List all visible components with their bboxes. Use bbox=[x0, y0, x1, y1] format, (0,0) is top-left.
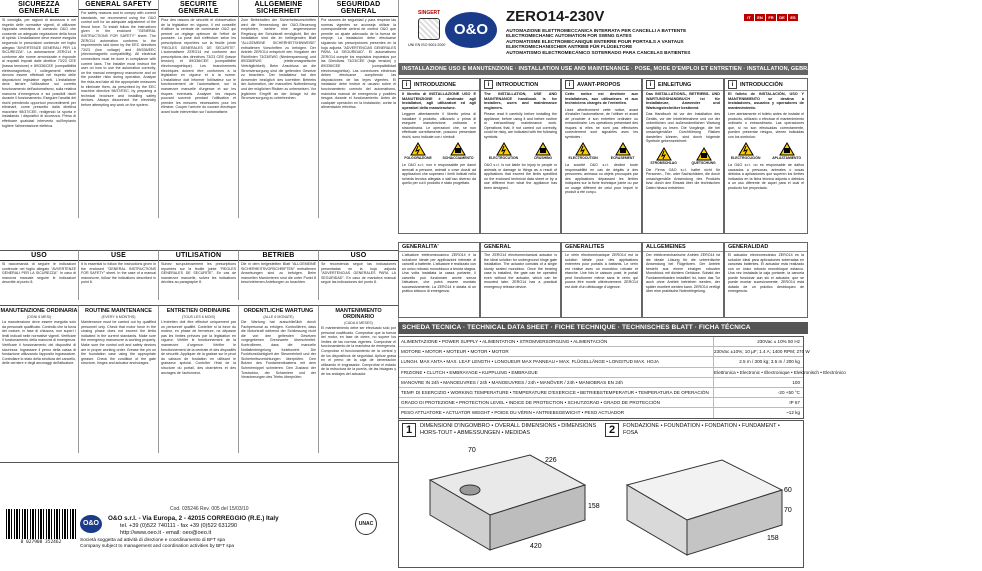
unac-badge: UNAC bbox=[355, 513, 377, 535]
tech-value: -20 +50 °C bbox=[713, 388, 803, 397]
crush-warning bbox=[692, 147, 716, 165]
maint-en-sub: (EVERY 6 MONTHS) bbox=[101, 315, 136, 319]
intro-en-title: INTRODUCTION bbox=[496, 81, 539, 88]
table-row bbox=[399, 388, 803, 398]
safety-it bbox=[0, 0, 79, 218]
tech-table bbox=[398, 336, 846, 419]
intro-it-header bbox=[399, 79, 479, 91]
figure-1-number: 1 bbox=[402, 423, 416, 437]
intro-de-lead: Das INSTALLATIONS-, BETRIEBS- UND WARTUNGSHANDBUCH ist für Installateure, Anwender und Wartungstechniker bestimmt. bbox=[646, 92, 720, 110]
safety-de-text: Zum Beibehalten der Sicherheitsvorschriften wird die Verwendung der O&O-Steuerung empfohlen, welche eine angemessene Regelung der Schubkraft ermöglicht. Bei der Installation sind die im beiliegenden Blatt "ALLGEMEINE SICHERHEITSHINWEISE" enthaltenen Vorschriften zu befolgen. Der Antrieb ZERO14 entspricht den Vorgaben der Richtlinien 73/23/EWG (Niederspannung) und 89/336/EWG (elektromagnetische Verträglichkeit). Beim Anschluss an die Stromversorgung sind die geltenden Gesetze zu beachten. Der Installateur hat den Anwender bezüglich des korrekten Betriebs der Automation, der manuellen Notbedienung und der möglichen Risiken zu unterweisen. Vor jeglichem Eingriff an der Anlage ist die Stromversorgung zu unterbrechen. bbox=[241, 18, 316, 101]
maint-en bbox=[79, 305, 159, 453]
electrocution-warning bbox=[489, 142, 518, 160]
general-it bbox=[398, 242, 480, 318]
barcode bbox=[6, 509, 76, 539]
use-en-text: It is essential to follow the instructions given in the enclosed "GENERAL INSTRUCTIONS FOR SAFETY" sheet. In the case of a manual manoeuvre, follow the indications described in point 8. bbox=[81, 262, 156, 285]
electrocution-label: FOLGORAZIONE bbox=[404, 156, 432, 160]
safety-en-title: GENERAL SAFETY bbox=[79, 0, 158, 10]
electrocution-warning bbox=[731, 142, 761, 160]
general-fr-header bbox=[562, 243, 641, 252]
lang-tab-es: ES bbox=[788, 14, 798, 21]
figure-2-title: FONDAZIONE • FOUNDATION • FONDATION • FUNDAMENT • FOSA bbox=[623, 423, 780, 436]
subtitle-it: AUTOMAZIONE ELETTROMECCANICA INTERRATA PER CANCELLI A BATTENTE bbox=[506, 28, 687, 33]
general-de-text: Der elektromechanische Antrieb ZERO14 ist die ideale Lösung für die unterirdische Anwendung bei Flügeltoren. Der Antrieb besteht aus einem einzigen robusten Monoblock mit dichtem Gehäuse. Sobald der Fundamentkasten installiert ist, kann das Tor auch ohne Antrieb betrieben werden, der später montiert werden kann. ZERO14 verfügt über eine praktische Notentriegelung. bbox=[646, 253, 720, 293]
electrocution-label: STROMSCHLAG bbox=[650, 160, 677, 165]
maint-fr-sub: (TOUS LES 6 MOIS) bbox=[181, 315, 216, 319]
use-es bbox=[319, 250, 399, 300]
safety-de bbox=[239, 0, 319, 218]
intro-fr-foot: La société O&O s.r.l. décline toute responsabilité en cas de dégâts à des personnes, animaux ou objets provoqués par des applications dépassant les limites indiquées sur la fiche technique jointe ou par un usage différent de celui pour lequel le produit a été conçu. bbox=[565, 163, 638, 194]
use-en bbox=[79, 250, 159, 300]
lang-tab-fr: FR bbox=[766, 14, 776, 21]
intro-fr-text: Lisez attentivement cette notice, avant d'installer l'automatisme, de l'utiliser et avant de procéder à son entretien ordinaire ou extraordinaire. Les opérations présentant des risques si elles ne sont pas effectuées correctement sont signalées avec les symboles : bbox=[565, 107, 638, 139]
tech-key: TEMP. DI ESERCIZIO • WORKING TEMPERATURE • TEMPERATURE D'EXERCICE • BETRIEBSTEMPERATUR • TEMPERATURA DE OPERACIÓN bbox=[401, 390, 709, 396]
safety-fr bbox=[159, 0, 239, 218]
safety-fr-text: Pour des raisons de sécurité et d'observation de la législation en vigueur, il est conseillé d'utiliser la centrale de commande O&O qui permet un réglage optimum de l'effort de poussée. La pose doit s'effectuer selon les prescriptions reportées sur la feuille jointe "REGLES GENERALES DE SECURITE". L'automatisme ZERO14 est conforme aux prescriptions des directives 73/23 CEE (basse tension) et 89/336/CEE (compatibilité électromagnétique). Les branchements électriques doivent être conformes à la législation en vigueur et à la norme. L'installateur doit informer l'utilisateur sur le fonctionnement de l'automatisme, sur la manœuvre manuelle d'urgence et sur les risques éventuels. Analyser les risques pouvant survenir pendant l'utilisation et prendre les mesures nécessaires pour les éliminer. Couper l'arrivée du courant électrique avant toute intervention sur l'automatisme. bbox=[161, 18, 236, 114]
dim-label: 226 bbox=[545, 457, 557, 464]
crush-label: QUETSCHUNG bbox=[691, 160, 716, 165]
use-it-title: USO bbox=[0, 251, 78, 261]
general-es-text: El actuador electromecánico ZERO14 es la solución ideal para aplicaciones soterradas en cancelas batientes. El actuador está realizado con un único robusto monobloque estanco. Una vez instalada la caja portante, la cancela puede funcionar aun sin el actuador, que se puede montar sucesivamente. ZERO14 está dotado de un práctico desbloqueo de emergencia. bbox=[728, 253, 804, 293]
intro-de-text: Das Handbuch ist vor der Installation des Geräts, vor der Inbetriebnahme und vor der ordentlichen und außerordentlichen Wartung sorgfältig zu lesen. Die Vorgänge, die bei unsachgemäßer Durchführung Risiken darstellen können, sind durch folgende Symbole gekennzeichnet: bbox=[646, 112, 720, 143]
maint-es bbox=[319, 305, 399, 453]
table-row bbox=[399, 368, 846, 378]
intro-es-text: Leer atentamente el folleto antes de instalar el producto, utilizarlo o efectuar el mantenimiento ordinario o extraordinario. Las operaciones que, si no son efectuadas correctamente, pueden presentar riesgos, vienen indicadas con los símbolos: bbox=[728, 112, 804, 139]
install-bar: INSTALLAZIONE USO E MANUTENZIONE · INSTALLATION USE AND MAINTENANCE · POSE, MODE D'EMPLOI ET ENTRETIEN · INSTALLATION, GEBRAUCH UND WARTUNG · INSTALACIÓN, USO Y MANTENIMIENTO bbox=[398, 63, 808, 75]
brand-label: SINGERT bbox=[418, 10, 441, 16]
table-row bbox=[399, 378, 803, 388]
use-de bbox=[239, 250, 319, 300]
figure-2-number: 2 bbox=[605, 423, 619, 437]
use-es-text: Se recomienda seguir las indicaciones presentadas en la hoja adjunta "ADVERTENCIAS GENERALES PARA LA SEGURIDAD". En caso de maniobra manual seguir las indicaciones del punto 8. bbox=[321, 262, 396, 285]
safety-it-title: SICUREZZA GENERALE bbox=[0, 0, 78, 17]
intro-de-title: EINLEITUNG bbox=[658, 81, 692, 88]
general-es-header bbox=[725, 243, 807, 252]
intro-it-foot: Le O&O s.r.l. non è responsabile per danni arrecati a persone, animali o cose dovuti ad applicazioni che superano i limiti indicati nella scheda tecnica allegata o dall'uso diverso da quello per cui il prodotto è stato progettato. bbox=[402, 163, 476, 185]
intro-en-text: Please read it carefully before installing the appliance, before using it and before routine or extraordinary maintenance work. Operations that, if not carried out correctly, could be risky, are indicated with the following symbols: bbox=[484, 112, 557, 139]
intro-fr-title: AVANT-PROPOS bbox=[577, 81, 621, 88]
crush-label: APLASTAMIENTO bbox=[772, 156, 802, 160]
product-title: ZERO14-230V bbox=[506, 8, 605, 25]
dim-label: 70 bbox=[468, 447, 476, 454]
intro-en-icons bbox=[481, 140, 560, 162]
intro-es-lead: El folleto de INSTALACIÓN, USO Y MANTENIMIENTO se destina a instaladores, usuarios y operadores de mantenimiento. bbox=[728, 92, 804, 110]
crush-label: ECRASEMENT bbox=[610, 156, 635, 160]
lang-tab-it: IT bbox=[744, 14, 754, 21]
intro-it-title: INTRODUZIONE bbox=[414, 81, 456, 88]
crush-icon bbox=[615, 142, 631, 156]
tech-key: ALIMENTAZIONE • POWER SUPPLY • ALIMENTATION • STROMVERSORGUNG • ALIMENTACIÓN bbox=[401, 339, 608, 344]
safety-es bbox=[319, 0, 399, 218]
maint-it-title: MANUTENZIONE ORDINARIA bbox=[0, 308, 78, 314]
crush-label: SCHIACCIAMENTO bbox=[442, 156, 474, 160]
barcode-digits: 8 027908 352462 bbox=[20, 540, 62, 545]
crush-icon bbox=[696, 147, 712, 161]
dim-label: 60 bbox=[784, 487, 792, 494]
intro-es bbox=[724, 78, 808, 234]
maint-fr-text: L'entretien doit être effectué uniquement par un personnel qualifié. Contrôler si la force du moteur, en phase de fermeture, ne dépasse pas les limites prévues par la législation en vigueur. Vérifier le fonctionnement de la manœuvre d'urgence. Vérifier le fonctionnement de la centrale et des dispositifs de sécurité. Appliquer de la graisse sur le pivot du caisson de fondation en utilisant le graisseur spécial. Contrôler l'état de la structure du portail, des charnières et des ancrages de l'actionneur. bbox=[161, 320, 236, 375]
tech-value: Elettronica • Electronic • Électronique • Elektronisch • Electrónico bbox=[713, 368, 803, 377]
maint-de-text: Die Wartung hat ausschließlich durch Fachpersonal zu erfolgen. Kontrollieren, dass die Motorkraft während der Schliessung nicht die von den geltenden Gesetzen vorgegebenen Grenzwerte überschreitet. Kontrollieren, dass die manuelle Notfallentriegelung funktioniert. Die Funktionstüchtigkeit der Steuereinheit und der Sicherheitsvorrichtungen überprüfen. Den Bolzen des Fundamentkastens mit dem Schmiernippel schmieren. Den Zustand der Torstruktur, der Scharniere und der Verankerungen des Triebs überprüfen. bbox=[241, 320, 316, 380]
crush-icon bbox=[535, 142, 551, 156]
tech-value: IP 67 bbox=[713, 398, 803, 407]
safety-de-title: ALLGEMEINE SICHERHEIT bbox=[239, 0, 318, 17]
figure-1-title: DIMENSIONI D'INGOMBRO • OVERALL DIMENSIONS • DIMENSIONS HORS-TOUT • ABMESSUNGEN • MEDIDAS bbox=[420, 423, 597, 436]
intro-es-title: INTRODUCCIÓN bbox=[740, 81, 783, 88]
electrocution-label: ELECTROCUTION bbox=[488, 156, 519, 160]
intro-de bbox=[642, 78, 724, 234]
electrocution-warning bbox=[404, 142, 431, 160]
use-es-title: USO bbox=[319, 251, 398, 261]
electrocution-icon bbox=[410, 142, 426, 156]
intro-de-header bbox=[643, 79, 723, 91]
crush-icon bbox=[450, 142, 466, 156]
safety-it-text: Si consiglia, per ragioni di sicurezza e nel rispetto delle normative vigenti, di utilizzare l'apposita centralina di comando O&O che consente un adeguato regolazione della forza di spinta. L'installazione deve essere eseguita seguendo le prescrizioni contenute nel foglio allegato "AVVERTENZE GENERALI PER LA SICUREZZA". La automazione ZERO14 è conforme alle norme armonizzate e risponde ai requisiti imposti dalle direttive 73/23 CEE (bassa tensione) e 89/336/CEE (compatibilità elettromagnetica). I collegamenti elettrici devono essere effettuati nel rispetto delle disposizioni legislative vigenti. L'installatore deve istruire l'utilizzatore sul corretto funzionamento dell'automatismo, sulla relativa manovra d'emergenza e sui possibili rischi durante il funzionamento. Eseguire l'analisi dei rischi prendendo opportuni provvedimenti per eliminarli, come prescritto dalla direttiva macchine 98/37/CEE, redigendo la sporta e installando i dispositivi di sicurezza. Prima di effettuare qualsiasi intervento sull'impianto togliere l'alimentazione elettrica. bbox=[2, 18, 77, 128]
use-it bbox=[0, 250, 79, 300]
subtitle-fr: AUTOMATISME ELECTROMECANIQUE ENTERRE POUR PORTAILS A VANTAUX bbox=[506, 38, 684, 44]
intro-de-icons bbox=[643, 145, 723, 167]
intro-it-icons bbox=[399, 140, 479, 162]
use-it-text: Si raccomanda di seguire le indicazioni contenute nel foglio allegato "AVVERTENZE GENERALI PER LA SICUREZZA". In caso di manovra manuale seguire le indicazioni descritte al punto 8. bbox=[2, 262, 76, 285]
subtitle-en: ELECTROMECHANIC AUTOMATION FOR SWING GATES bbox=[506, 33, 632, 39]
safety-es-text: Por razones de seguridad y para respetar las normas vigentes se aconseja utilizar la correspondiente central de control O&O que permite un ajuste adecuado de la fuerza de empuje. La instalación debe efectuarse siguiendo las prescripciones presentes en la hoja adjunta "ADVERTENCIAS GENERALES PARA LA SEGURIDAD". El automatismo ZERO14 cumple los requisitos impuestos por las Directivas 73/23/CEE (baja tensión) y 89/336/CEE (compatibilidad electromagnética). Las conexiones eléctricas deben efectuarse cumpliendo las disposiciones de las leyes vigentes. El instalador debe instruir al usuario sobre el funcionamiento correcto del automatismo, maniobra manual de emergencia y posibles riesgos durante el funcionamiento. Antes de cualquier operación en la instalación, cortar la alimentación eléctrica. bbox=[321, 18, 396, 110]
tech-value: 100 bbox=[713, 378, 803, 387]
tech-key: LUNGH. MAX ANTA • MAX. LEAF LENGTH • LONGUEUR MAX PANNEAU • MAX. FLÜGELLÄNGE • LONGITUD MAX. HOJA bbox=[401, 359, 659, 365]
tech-key: FRIZIONE • CLUTCH • EMBRAYAGE • KUPPLUNG • EMBRAGUE bbox=[401, 369, 538, 375]
safety-fr-title: SECURITE GENERALE bbox=[159, 0, 238, 17]
electrocution-warning bbox=[569, 142, 598, 160]
table-row bbox=[399, 357, 803, 367]
foundation-drawing bbox=[612, 440, 800, 565]
intro-fr-header bbox=[562, 79, 641, 91]
pivot bbox=[460, 485, 480, 495]
maint-it bbox=[0, 305, 79, 453]
crush-warning bbox=[611, 142, 635, 160]
use-fr bbox=[159, 250, 239, 300]
info-icon: i bbox=[484, 80, 493, 89]
general-it-text: L'attuatore elettromeccanico ZERO14 è la soluzione ideale per applicazioni interrate di cancelli a battente. L'attuatore è realizzato con un unico robusto monoblocco a tenuta stagna. Una volta installata la cassa portante, il cancello può funzionare anche senza l'attuatore, che potrà essere montato successivamente. La ZERO14 è dotata di un pratico sblocco di emergenza. bbox=[402, 253, 477, 293]
crush-icon bbox=[779, 142, 795, 156]
info-icon: i bbox=[565, 80, 574, 89]
footer-logo: O&O bbox=[80, 515, 102, 533]
intro-it-lead: Il libretto di INSTALLAZIONE USO E MANUTENZIONE è destinato agli installatori, agli utilizzatori ed agli operatori della manutenzione. bbox=[402, 92, 476, 110]
electrocution-icon bbox=[496, 142, 512, 156]
intro-de-foot: Die Firma O&O s.r.l. haftet nicht für Personen-, Tier- oder Sachschäden, die durch unsachgemäße Anwendung des Produkts bzw. durch den Einsatz über die technischen Daten hinaus entstehen. bbox=[646, 167, 720, 190]
electrocution-label: ELECTROCUCIÓN bbox=[730, 156, 761, 160]
intro-fr bbox=[561, 78, 642, 234]
electrocution-label: ELECTROCUTION bbox=[568, 156, 598, 160]
maint-es-title: MANTENIMIENTO ORDINARIO bbox=[335, 308, 382, 320]
tech-value: 2.5 m / 300 kg; 3.5 m / 200 kg bbox=[713, 357, 803, 366]
crush-warning bbox=[443, 142, 474, 160]
general-es bbox=[724, 242, 808, 318]
electrocution-icon bbox=[575, 142, 591, 156]
crush-warning bbox=[534, 142, 552, 160]
general-fr bbox=[561, 242, 642, 318]
header bbox=[400, 0, 808, 60]
intro-en-foot: O&O s.r.l. is not liable for injury to people or animals or damage to things as a result of applications that exceed the limits specified on the enclosed technical data sheet or by a use different from what the appliance has been designed. bbox=[484, 163, 557, 190]
maint-de-title: ORDENTLICHE WARTUNG bbox=[243, 308, 314, 314]
intro-en bbox=[480, 78, 561, 234]
tech-key: GRADO DI PROTEZIONE • PROTECTION LEVEL • INDICE DE PROTECTION • SCHUTZGRAD • GRADO DE PROTECCIÓN bbox=[401, 400, 660, 406]
intro-es-icons bbox=[725, 140, 807, 162]
maint-de bbox=[239, 305, 319, 453]
info-icon: i bbox=[728, 80, 737, 89]
maint-es-text: El mantenimiento debe ser efectuado sólo por personal cualificado. Comprobar que la fuerza del motor, en fase de cierre, no supere los límites de las normas vigentes. Comprobar el funcionamiento de la maniobra de emergencia. Comprobar el funcionamiento de la central y de los dispositivos de seguridad. Aplicar grasa en el perno de la caja de cimentación utilizando el engrasador. Comprobar el estado de la estructura de la puerta, de las bisagras y de los anclajes del actuador. bbox=[321, 326, 396, 376]
safety-en-text: For safety reasons and to comply with current standards, we recommend using the O&O control unit for an adequate adjustment of the thrust force. To install follow the instructions given in the enclosed "GENERAL INSTRUCTIONS FOR SAFETY" sheet. The ZERO14 automation conforms to the requirements laid down by the EEC directives 73/23 (low voltage) and 89/336/EEC (electromagnetic compatibility). All electrical connections must be done in compliance with current laws. The installer must instruct the user on how to use the automation correctly, on the manual emergency manoeuvre and on the possible risks during operation. Analyse the risks and take all the appropriate measures to eliminate them, as prescribed by the EEC machine directive 98/37/EEC, by preparing a technical brochure and installing safety devices. Always disconnect the electricity before attempting any work on the system. bbox=[81, 11, 156, 107]
subtitle-de: ELEKTROMECHANISCHER ANTRIEB FÜR FLÜGELTORE bbox=[506, 44, 633, 50]
general-de-header bbox=[643, 243, 723, 252]
maint-fr bbox=[159, 305, 239, 453]
use-en-title: USE bbox=[79, 251, 158, 261]
general-it-title: GENERALITA' bbox=[402, 244, 439, 250]
brand-logo: O&O bbox=[445, 12, 497, 48]
general-it-header bbox=[399, 243, 479, 252]
footer-code: Cod. 035246 Rev. 005 del 15/03/10 bbox=[170, 506, 249, 512]
general-de-title: ALLGEMEINES bbox=[646, 244, 686, 250]
tech-value: 230Vac ±10%; 10 µF; 1.4 A; 1400 RPM; 270 W bbox=[713, 347, 803, 356]
use-de-title: BETRIEB bbox=[239, 251, 318, 261]
lang-tabs bbox=[743, 14, 798, 21]
info-icon: i bbox=[402, 80, 411, 89]
subtitle-lines bbox=[506, 28, 806, 55]
actuator-drawing bbox=[410, 440, 600, 565]
footer-company: O&O s.r.l. - Via Europa, 2 - 42015 CORREGGIO (R.E.) Italy bbox=[108, 515, 279, 522]
general-en-header bbox=[481, 243, 560, 252]
cert-badge bbox=[418, 18, 440, 40]
footer-note2: Company subject to management and coordination activities by BFT spa bbox=[80, 544, 235, 549]
electrocution-icon bbox=[656, 147, 672, 161]
intro-fr-icons bbox=[562, 140, 641, 162]
intro-en-lead: The INSTALLATION, USE AND MAINTENANCE handbook is for installers, users and maintenance engineers. bbox=[484, 92, 557, 110]
general-en-text: The ZERO14 electromechanical actuator is the ideal solution for underground hinge gate installation. The actuator consists of a single sturdy sealed monobloc. Once the bearing case is installed, the gate can be operated even without the actuator, which can be mounted later. ZERO14 has a practical emergency release device. bbox=[484, 253, 557, 289]
maint-it-text: La manutenzione deve essere eseguita solo da personale qualificato. Controllo che la forza del motore, in fase di chiusura, non superi i limiti indicati nelle normative vigenti. Verificare il funzionamento della manovra di emergenza. Verificare il funzionamento dei dispositivi di sicurezza. Ingrassare il perno della cassa di fondazione utilizzando l'apposito ingrassatore. Controllare lo stato della struttura del cancello, delle cerniere e degli ancoraggi dell'attuatore. bbox=[2, 320, 76, 366]
intro-es-header bbox=[725, 79, 807, 91]
electrocution-warning bbox=[650, 147, 677, 165]
intro-fr-lead: Cette notice est destinée aux installateurs, aux utilisateurs et aux techniciens chargés de l'entretien. bbox=[565, 92, 638, 105]
dim-label: 158 bbox=[588, 503, 600, 510]
general-es-title: GENERALIDAD bbox=[728, 244, 769, 250]
dim-label: 158 bbox=[767, 535, 779, 542]
maint-fr-title: ENTRETIEN ORDINAIRE bbox=[166, 308, 231, 314]
intro-es-foot: La O&O s.r.l. no es responsable de daños causados a personas, animales o cosas debidos a aplicaciones que superen los límites indicados en la ficha técnica adjunta o debidos a un uso diferente de aquel para el cual el producto fue proyectado. bbox=[728, 163, 804, 190]
tech-key: MANOVRE IN 24h • MANOEUVRES / 24h • MANOEUVRES / 24h • MANÖVER / 24h • MANIOBRAS EN 24h bbox=[401, 379, 623, 385]
tech-bar: SCHEDA TECNICA · TECHNICAL DATA SHEET · FICHE TECHNIQUE · TECHNISCHES BLATT · FICHA TÉCNICA bbox=[398, 322, 808, 334]
general-de bbox=[642, 242, 724, 318]
maint-en-text: Maintenance must be carried out by qualified personnel only. Check that motor force in the closing phase does not exceed the limits indicated in the current standards. Make sure the emergency manoeuvre is working properly. Make sure the control unit and safety devices are in proper working order. Grease the pin on the foundation case using the appropriate greaser. Check the condition of the gate structure, hinges and actuator anchorages. bbox=[81, 320, 156, 366]
tech-value: ~12 kg bbox=[713, 408, 803, 417]
info-icon: i bbox=[646, 80, 655, 89]
intro-it-text: Leggere attentamente il libretto prima di installare il prodotto, utilizzarlo o prima di eseguire manutenzione ordinaria e straordinaria. Le operazioni che, se non effettuate correttamente, possono presentare rischi, sono indicate con i simboli: bbox=[402, 112, 476, 139]
general-fr-title: GENERALITES bbox=[565, 244, 605, 250]
footer-web: http://www.oeo.it - email: oeo@oeo.it bbox=[120, 530, 212, 536]
general-fr-text: Le vérin électromécanique ZERO14 est la solution idéale pour des applications enterrées pour portails à battants. Le vérin est réalisé avec un monobloc robuste et étanche. Une fois le caisson posé, le portail peut fonctionner même sans le vérin, qui pourra être monté ultérieurement. ZERO14 est doté d'un déblocage d'urgence. bbox=[565, 253, 638, 289]
cert-label: UNI EN ISO 9001:2000 bbox=[408, 43, 446, 47]
maint-de-sub: (ALLE 6 MONATE) bbox=[263, 315, 294, 319]
maint-es-sub: (CADA 6 MESES) bbox=[344, 321, 373, 325]
lang-tab-en: EN bbox=[755, 14, 765, 21]
intro-en-header bbox=[481, 79, 560, 91]
safety-en bbox=[79, 0, 159, 218]
lang-tab-de: DE bbox=[777, 14, 787, 21]
tech-key: PESO ATTUATORE • ACTUATOR WEIGHT • POIDS DU VÉRIN • ANTRIEBSGEWICHT • PESO ACTUADOR bbox=[401, 410, 625, 416]
table-row bbox=[399, 337, 803, 347]
general-en-title: GENERAL bbox=[484, 244, 511, 250]
electrocution-icon bbox=[738, 142, 754, 156]
tech-value: 230Vac ± 10% 50 Hz bbox=[713, 337, 803, 346]
dim-label: 420 bbox=[530, 543, 542, 550]
tech-key: MOTORE • MOTOR • MOTEUR • MOTOR • MOTOR bbox=[401, 349, 509, 355]
crush-warning bbox=[772, 142, 801, 160]
table-row bbox=[399, 347, 810, 357]
dim-label: 70 bbox=[784, 507, 792, 514]
safety-es-title: SEGURIDAD GENERAL bbox=[319, 0, 398, 17]
use-fr-title: UTILISATION bbox=[159, 251, 238, 261]
maint-en-title: ROUTINE MAINTENANCE bbox=[85, 308, 152, 314]
subtitle-es: AUTOMATISMO ELECTROMECÁNICO SOTERRADO PARA CANCELAS BATIENTES bbox=[506, 49, 691, 55]
maint-it-sub: (OGNI 6 MESI) bbox=[26, 315, 52, 319]
crush-label: CRUSHING bbox=[533, 156, 553, 160]
table-row bbox=[399, 408, 803, 417]
table-row bbox=[399, 398, 803, 408]
use-fr-text: Suivez scrupuleusement les prescriptions reportées sur la feuille jointe "REGLES GENERALES DE SECURITE". En cas de manœuvre manuelle, suivez les indications décrites au paragraphe 8. bbox=[161, 262, 236, 285]
use-de-text: Die in dem beigestellten Blatt "ALLGEMEINE SICHERHEITSVORSCHRIFTEN" enthaltenen Anweisungen sind zu befolgen. Beim manuellen Manövrieren sind die unter Punkt 8 beschriebenen Anleitungen zu beachten. bbox=[241, 262, 316, 285]
footer bbox=[0, 462, 398, 571]
general-en bbox=[480, 242, 561, 318]
footer-note1: Società soggetta ad attività di direzione e coordinamento di BFT spa bbox=[80, 538, 225, 543]
footer-tel: tel. +39 (0)522 740111 - fax +39 (0)522 631290 bbox=[120, 523, 238, 529]
intro-it bbox=[398, 78, 480, 234]
